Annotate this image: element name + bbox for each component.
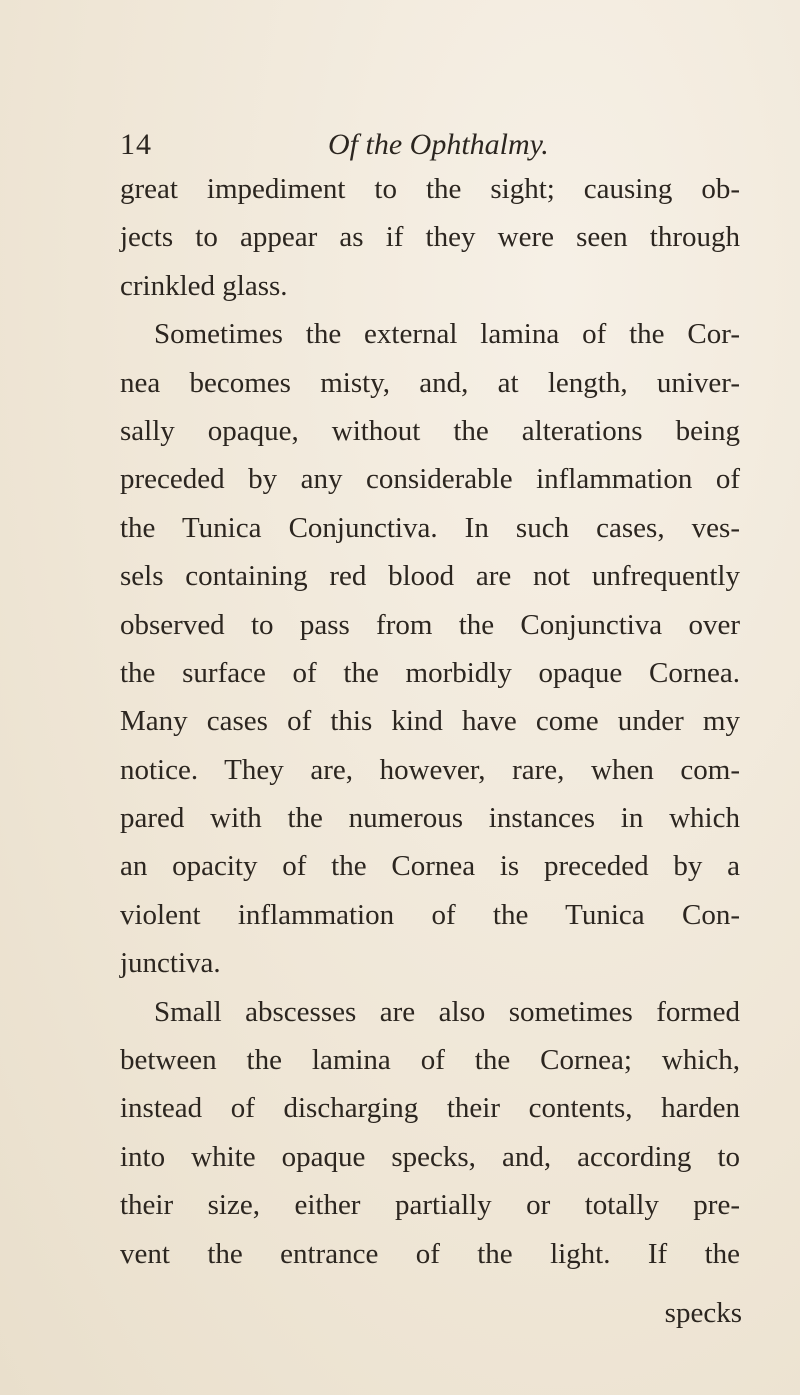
text-line: sally opaque, without the alterations being	[120, 414, 740, 447]
text-line: junctiva.	[120, 947, 221, 980]
text-line: jects to appear as if they were seen through	[120, 221, 740, 254]
catchword-text: specks	[664, 1297, 742, 1329]
text-line: observed to pass from the Conjunctiva over	[120, 608, 740, 641]
catchword	[0, 1297, 792, 1330]
text-line: Sometimes the external lamina of the Cor-	[154, 318, 740, 351]
page-number: 14	[120, 128, 152, 161]
text-line: the surface of the morbidly opaque Cornea.	[120, 656, 740, 689]
text-line: pared with the numerous instances in which	[120, 802, 740, 835]
running-head	[120, 128, 740, 168]
text-line: crinkled glass.	[120, 269, 288, 302]
text-line: vent the entrance of the light. If the	[120, 1237, 740, 1270]
text-line: nea becomes misty, and, at length, univer-	[120, 366, 740, 399]
text-line: Many cases of this kind have come under my	[120, 705, 740, 738]
text-line: an opacity of the Cornea is preceded by a	[120, 850, 740, 883]
text-line: sels containing red blood are not unfrequently	[120, 560, 740, 593]
text-line: notice. They are, however, rare, when com-	[120, 753, 740, 786]
text-line: great impediment to the sight; causing ob-	[120, 173, 740, 205]
running-title: Of the Ophthalmy.	[328, 128, 549, 161]
text-line: preceded by any considerable inflammation of	[120, 463, 740, 496]
text-line: their size, either partially or totally pre-	[120, 1189, 740, 1222]
text-line: into white opaque specks, and, according to	[120, 1140, 740, 1173]
body-text	[120, 165, 740, 1278]
text-line: violent inflammation of the Tunica Con-	[120, 898, 740, 931]
text-line: the Tunica Conjunctiva. In such cases, ves-	[120, 511, 740, 544]
text-line: Small abscesses are also sometimes formed	[154, 995, 740, 1028]
text-line: between the lamina of the Cornea; which,	[120, 1044, 740, 1077]
text-line: instead of discharging their contents, harden	[120, 1092, 740, 1125]
